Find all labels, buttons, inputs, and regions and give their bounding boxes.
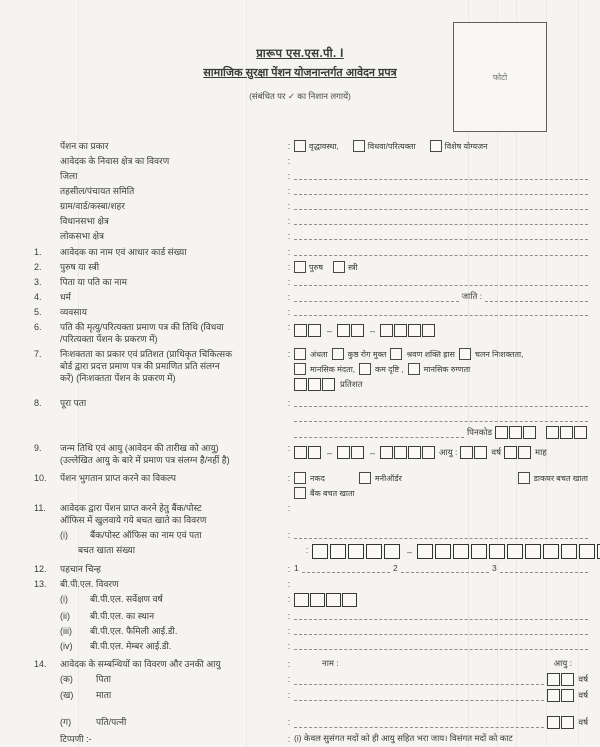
item-number: 7. [34,349,42,359]
note-text: (i) केवल सुसंगत मदों को ही आयु सहित भरा जाय। विसंगत मदों को काट [294,733,513,743]
relative-father-age-boxes[interactable] [547,673,575,686]
checkbox-low-vision[interactable] [359,363,371,375]
row-address [34,397,588,409]
row-vidhansabha [34,215,588,227]
sub-item-number: (i) [60,530,68,540]
residence-label: आवेदक के निवास क्षेत्र का विवरण [60,156,170,166]
row-address-pincode [34,426,588,439]
form-instruction: (संबंधित पर ✓ का निशान लगायें) [249,91,351,101]
vidhansabha-fill-line[interactable] [294,215,588,225]
disability-label-line3: करें) (निःशक्तता पेंशन के प्रकरण में) [60,373,176,383]
colon: : [287,473,291,483]
address-fill-line-2[interactable] [294,412,588,422]
item-number: 10. [34,473,47,483]
row-relative-spouse [34,716,588,729]
row-bpl [34,578,588,590]
colon: : [287,201,291,211]
item-number: 8. [34,398,42,408]
colon: : [287,530,291,540]
loksabha-fill-line[interactable] [294,230,588,240]
row-relatives-header [34,658,588,670]
dob-year-boxes[interactable] [380,446,436,459]
id-mark-fill-1[interactable] [302,563,390,573]
caste-label: जाति : [461,291,483,301]
colon: : [287,141,291,151]
death-date-year-boxes[interactable] [380,324,436,337]
row-residence-header [34,155,588,167]
disability-label-line2: बोर्ड द्वारा प्रदत्त प्रमाण पत्र की प्रमाणित प्रति संलग्न [60,361,220,371]
colon: : [287,292,291,302]
checkbox-post-office-account[interactable] [518,472,530,484]
death-date-day-boxes[interactable] [294,324,322,337]
relative-mother-name-fill[interactable] [294,691,544,701]
bpl-label: बी.पी.एल. विवरण [60,579,119,589]
colon: : [287,674,291,684]
id-mark-slot-1: 1 [294,563,299,573]
colon: : [287,231,291,241]
photo-box-label: फोटो [492,72,508,82]
option-mental-illness: मानसिक रुग्णता [423,364,471,374]
relative-father-label: पिता [96,674,111,684]
death-date-label-line2: /परित्यक्ता पेंशन के प्रकरण में) [60,334,158,344]
colon: : [287,579,291,589]
bpl-family-id-fill-line[interactable] [294,625,588,635]
option-low-vision: कम दृष्टि , [375,364,404,374]
sub-item-number: (i) [60,594,68,604]
colon: : [287,594,291,604]
pincode-boxes-1[interactable] [495,426,537,439]
item-number: 5. [34,307,42,317]
row-bpl-survey-year [34,593,588,607]
item-number: 13. [34,579,47,589]
note-label: टिप्पणी :- [60,734,92,744]
tehsil-fill-line[interactable] [294,185,588,195]
religion-fill-line[interactable] [294,292,459,302]
death-date-label-line1: पति की मृत्यु/परित्यक्ता प्रमाण पत्र की तिथि (विधवा [60,322,224,332]
checkbox-bank-account[interactable] [294,487,306,499]
pincode-label: पिनकोड [466,427,492,437]
checkbox-male[interactable] [294,261,306,273]
colon: : [287,307,291,317]
item-number: 14. [34,659,47,669]
colon: : [287,156,291,166]
checkbox-money-order[interactable] [359,472,371,484]
pincode-boxes-2[interactable] [546,426,588,439]
checkbox-old-age[interactable] [294,140,306,152]
village-fill-line[interactable] [294,200,588,210]
row-dob [34,442,588,466]
sub-item-number: (ii) [60,611,70,621]
option-hearing-loss: श्रवण शक्ति ह्रास [406,349,455,359]
form-body [34,140,588,747]
dob-day-boxes[interactable] [294,446,322,459]
checkbox-leprosy-cured[interactable] [332,348,344,360]
bank-label-line1: आवेदक द्वारा पेंशन प्राप्त करने हेतु बैंक/पोस्ट [60,503,202,513]
colon: : [287,564,291,574]
row-id-marks [34,563,588,575]
row-occupation [34,306,588,318]
date-separator: – [327,325,333,336]
date-separator: – [370,325,376,336]
row-religion [34,291,588,303]
address-label: पूरा पता [60,398,87,408]
relative-spouse-age-boxes[interactable] [547,716,575,729]
option-widow: विधवा/परित्यक्ता [367,141,416,151]
vidhansabha-label: विधानसभा क्षेत्र [60,216,109,226]
form-header [60,46,540,102]
colon: : [305,545,309,555]
account-number-label: बचत खाता संख्या [78,545,136,555]
village-label: ग्राम/वार्ड/कस्बा/शहर [60,201,125,211]
father-husband-label: पिता या पति का नाम [60,277,127,287]
id-mark-fill-2[interactable] [401,563,489,573]
checkbox-widow[interactable] [353,140,365,152]
relative-father-name-fill[interactable] [294,675,544,685]
bpl-survey-year-boxes[interactable] [294,593,358,607]
row-relative-father [34,673,588,686]
colon: : [287,611,291,621]
row-relative-mother [34,689,588,702]
row-gender [34,261,588,273]
item-number: 12. [34,564,47,574]
checkbox-locomotor[interactable] [459,348,471,360]
row-disability [34,348,588,391]
id-mark-slot-3: 3 [492,563,497,573]
age-label: आयु : [439,447,458,457]
colon: : [287,659,291,669]
bank-name-label: बैंक/पोस्ट ऑफिस का नाम एवं पता [90,530,202,540]
colon: : [287,398,291,408]
row-note [34,733,588,745]
row-tehsil [34,185,588,197]
item-number: 6. [34,322,42,332]
colon: : [287,171,291,181]
option-leprosy-cured: कुष्ठ रोग मुक्त [347,349,387,359]
disability-label-line1: निःशक्तता का प्रकार एवं प्रतिशत (प्राधिकृत चिकित्सक [60,349,232,359]
dob-label-line1: जन्म तिथि एवं आयु (आवेदन की तारीख को आयु) [60,443,219,453]
id-mark-slot-2: 2 [393,563,398,573]
item-number: 2. [34,262,42,272]
item-number: 4. [34,292,42,302]
row-address-line2 [34,412,588,423]
sub-item-number: (iv) [60,641,73,651]
caste-fill-line[interactable] [485,292,588,302]
item-number: 9. [34,443,42,453]
payment-label: पेंशन भुगतान प्राप्त करने का विकल्प [60,473,176,483]
row-bpl-member-id [34,640,588,652]
relative-mother-label: माता [96,690,112,700]
checkbox-cash[interactable] [294,472,306,484]
relative-mother-age-boxes[interactable] [547,689,575,702]
colon: : [287,641,291,651]
loksabha-label: लोकसभा क्षेत्र [60,231,105,241]
disability-percent-boxes[interactable] [294,378,336,391]
relatives-name-header: नाम : [322,658,339,668]
sub-item-number: (iii) [60,626,72,636]
colon: : [287,690,291,700]
sub-item-number: (ख) [60,690,74,700]
id-marks-label: पहचान चिन्ह [60,564,101,574]
checkbox-hearing-loss[interactable] [390,348,402,360]
date-separator: – [327,447,333,458]
pension-type-label: पेंशन का प्रकार [60,141,109,151]
colon: : [287,262,291,272]
sub-item-number: (क) [60,674,73,684]
relative-spouse-name-fill[interactable] [294,718,544,728]
account-number-boxes-prefix[interactable] [312,544,402,559]
address-fill-line-3[interactable] [294,428,464,438]
address-fill-line-1[interactable] [294,397,588,407]
option-cash: नकद [310,473,325,483]
option-female: स्त्री [347,262,358,272]
occupation-label: व्यवसाय [60,307,87,317]
row-name-aadhaar [34,246,588,258]
account-number-boxes[interactable] [417,544,600,559]
bpl-member-id-fill-line[interactable] [294,640,588,650]
option-disabled: विशेष योग्यजन [444,141,488,151]
form-title: सामाजिक सुरक्षा पेंशन योजनान्तर्गत आवेदन प्रपत्र [203,67,397,79]
bank-name-fill-line[interactable] [294,529,588,539]
age-months-unit: माह [535,447,547,457]
option-bank-account: बैंक बचत खाता [310,488,355,498]
relatives-age-header: आयु : [553,658,572,668]
row-account-number [34,544,588,559]
colon: : [287,734,291,744]
checkbox-mental-retardation[interactable] [294,363,306,375]
colon: : [287,277,291,287]
relative-mother-age-unit: वर्ष [578,690,588,700]
colon: : [287,216,291,226]
option-male: पुरुष [309,262,323,272]
percent-label: प्रतिशत [340,379,363,389]
row-pension-type [34,140,588,152]
checkbox-blindness[interactable] [294,348,306,360]
row-bank-name-address [34,529,588,541]
relative-father-age-unit: वर्ष [578,674,588,684]
colon: : [287,322,291,332]
name-aadhaar-fill-line[interactable] [294,246,588,256]
row-district [34,170,588,182]
row-bpl-place [34,610,588,622]
age-months-boxes[interactable] [504,446,532,459]
item-number: 1. [34,247,42,257]
row-father-husband [34,276,588,288]
bpl-place-label: बी.पी.एल. का स्थान [90,611,155,621]
bpl-survey-year-label: बी.पी.एल. सर्वेक्षण वर्ष [90,594,163,604]
form-code: प्रारूप एस.एस.पी. I [256,48,344,60]
checkbox-mental-illness[interactable] [408,363,420,375]
district-label: जिला [60,171,78,181]
dob-month-boxes[interactable] [337,446,365,459]
colon: : [287,503,291,513]
option-locomotor: चलन निःशक्तता, [474,349,524,359]
row-bpl-family-id [34,625,588,637]
father-husband-fill-line[interactable] [294,276,588,286]
id-mark-fill-3[interactable] [500,563,588,573]
name-aadhaar-label: आवेदक का नाम एवं आधार कार्ड संख्या [60,247,187,257]
tehsil-label: तहसील/पंचायत समिति [60,186,135,196]
checkbox-disabled[interactable] [430,140,442,152]
colon: : [287,349,291,359]
item-number: 11. [34,503,46,513]
colon: : [287,443,291,453]
district-fill-line[interactable] [294,170,588,180]
bank-label-line2: ऑफिस में खुलवाये गये बचत खाते का विवरण [60,515,207,525]
gender-label: पुरुष या स्त्री [60,262,100,272]
row-loksabha [34,230,588,242]
option-blindness: अंधता [310,349,328,359]
sub-item-number: (ग) [60,717,72,727]
date-separator: – [370,447,376,458]
colon: : [287,717,291,727]
bpl-member-id-label: बी.पी.एल. मेम्बर आई.डी. [90,641,172,651]
option-money-order: मनीऑर्डर [374,473,402,483]
relatives-label: आवेदक के सम्बन्धियों का विवरण और उनकी आयु [60,659,221,669]
colon: : [287,626,291,636]
row-bank-details [34,502,588,526]
bpl-place-fill-line[interactable] [294,610,588,620]
item-number: 3. [34,277,42,287]
colon: : [287,247,291,257]
occupation-fill-line[interactable] [294,306,588,316]
age-years-boxes[interactable] [460,446,488,459]
row-village [34,200,588,212]
option-old-age: वृद्धावस्था, [309,141,339,151]
relative-spouse-label: पति/पत्नी [96,717,127,727]
row-death-date [34,321,588,345]
option-post-office-account: डाकघर बचत खाता [533,473,588,483]
row-payment [34,472,588,499]
relative-spouse-age-unit: वर्ष [578,717,588,727]
account-separator: – [407,546,413,557]
colon: : [287,186,291,196]
religion-label: धर्म [60,292,71,302]
checkbox-female[interactable] [333,261,345,273]
dob-label-line2: (उल्लेखित आयु के बारे में प्रमाण पत्र संलग्न है/नहीं है) [60,455,230,465]
death-date-month-boxes[interactable] [337,324,365,337]
option-mental-retardation: मानसिक मंदता, [310,364,356,374]
bpl-family-id-label: बी.पी.एल. फैमिली आई.डी. [90,626,178,636]
age-years-unit: वर्ष [491,447,502,457]
